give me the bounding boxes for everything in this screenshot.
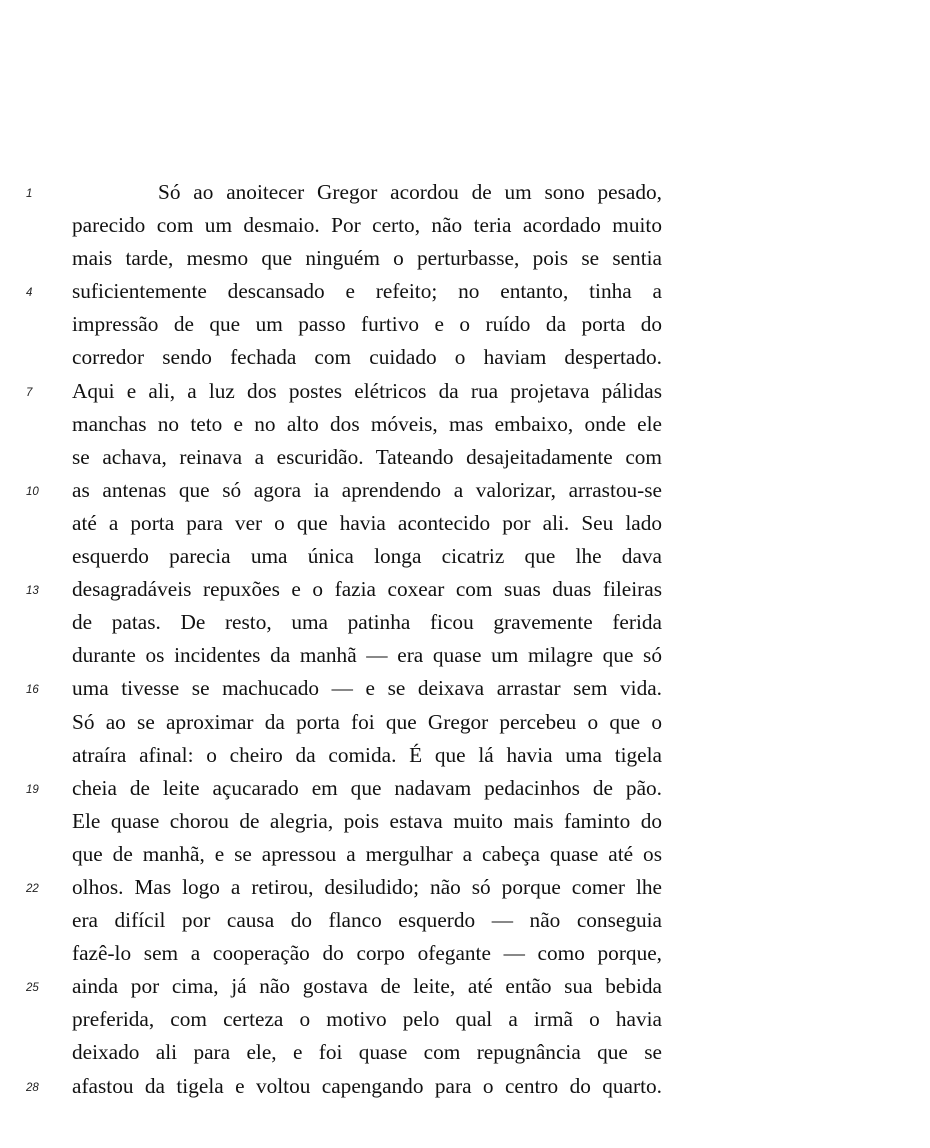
line-text: atraíra afinal: o cheiro da comida. É que lá havia uma tigela (72, 742, 662, 767)
line-number: 1 (26, 188, 33, 200)
line-text: durante os incidentes da manhã — era quase um milagre que só (72, 643, 662, 668)
line-text: fazê-lo sem a cooperação do corpo ofegante — como porque, (72, 941, 662, 966)
line-number: 19 (26, 783, 39, 796)
line-number: 16 (26, 684, 39, 697)
line-text: afastou da tigela e voltou capengando para o centro do quarto. (72, 1073, 662, 1098)
text-line (0, 639, 930, 672)
text-line (0, 904, 930, 937)
line-text: que de manhã, e se apressou a mergulhar a cabeça quase até os (72, 841, 662, 866)
text-line (0, 408, 930, 441)
text-line (0, 176, 930, 209)
line-text: parecido com um desmaio. Por certo, não teria acordado muito (72, 213, 662, 238)
line-text: olhos. Mas logo a retirou, desiludido; não só porque comer lhe (72, 874, 662, 899)
line-text: era difícil por causa do flanco esquerdo — não conseguia (72, 908, 662, 933)
text-line (0, 1070, 930, 1103)
text-line (0, 507, 930, 540)
line-text: manchas no teto e no alto dos móveis, mas embaixo, onde ele (72, 411, 662, 436)
line-text: as antenas que só agora ia aprendendo a valorizar, arrastou-se (72, 477, 662, 502)
text-line (0, 739, 930, 772)
text-line (0, 540, 930, 573)
line-number: 22 (26, 882, 39, 895)
line-text: desagradáveis repuxões e o fazia coxear com suas duas fileiras (72, 577, 662, 602)
text-line (0, 672, 930, 705)
text-line (0, 706, 930, 739)
line-text: cheia de leite açucarado em que nadavam pedacinhos de pão. (72, 775, 662, 800)
line-text: Só ao se aproximar da porta foi que Gregor percebeu o que o (72, 709, 662, 734)
line-text: impressão de que um passo furtivo e o ruído da porta do (72, 312, 662, 337)
line-text: deixado ali para ele, e foi quase com repugnância que se (72, 1040, 662, 1065)
text-line (0, 308, 930, 341)
text-line (0, 375, 930, 408)
text-line (0, 242, 930, 275)
text-line (0, 1036, 930, 1069)
line-text: mais tarde, mesmo que ninguém o perturbasse, pois se sentia (72, 246, 662, 271)
text-line (0, 573, 930, 606)
line-text: preferida, com certeza o motivo pelo qual a irmã o havia (72, 1007, 662, 1032)
line-number: 28 (26, 1081, 39, 1094)
text-line (0, 441, 930, 474)
text-line (0, 1003, 930, 1036)
text-line (0, 970, 930, 1003)
text-line (0, 838, 930, 871)
line-text: uma tivesse se machucado — e se deixava arrastar sem vida. (72, 676, 662, 701)
line-text: se achava, reinava a escuridão. Tateando desajeitadamente com (72, 444, 662, 469)
line-text: esquerdo parecia uma única longa cicatriz que lhe dava (72, 544, 662, 569)
line-number: 10 (26, 485, 39, 498)
line-number: 13 (26, 585, 39, 598)
line-text: Aqui e ali, a luz dos postes elétricos da rua projetava pálidas (72, 378, 662, 403)
line-text: suficientemente descansado e refeito; no entanto, tinha a (72, 279, 662, 304)
text-line (0, 606, 930, 639)
line-text: Só ao anoitecer Gregor acordou de um sono pesado, (158, 180, 662, 204)
line-number: 4 (26, 287, 33, 300)
line-number: 25 (26, 982, 39, 995)
line-text: corredor sendo fechada com cuidado o haviam despertado. (72, 345, 662, 370)
line-text: Ele quase chorou de alegria, pois estava muito mais faminto do (72, 808, 662, 833)
passage-text (0, 176, 930, 1103)
line-text: de patas. De resto, uma patinha ficou gravemente ferida (72, 610, 662, 635)
text-line (0, 805, 930, 838)
text-line (0, 209, 930, 242)
text-line (0, 474, 930, 507)
text-line (0, 772, 930, 805)
line-number: 7 (26, 386, 33, 399)
line-text: ainda por cima, já não gostava de leite, até então sua bebida (72, 974, 662, 999)
text-line (0, 871, 930, 904)
line-text: até a porta para ver o que havia acontecido por ali. Seu lado (72, 510, 662, 535)
text-line (0, 937, 930, 970)
text-line (0, 341, 930, 374)
text-line (0, 275, 930, 308)
